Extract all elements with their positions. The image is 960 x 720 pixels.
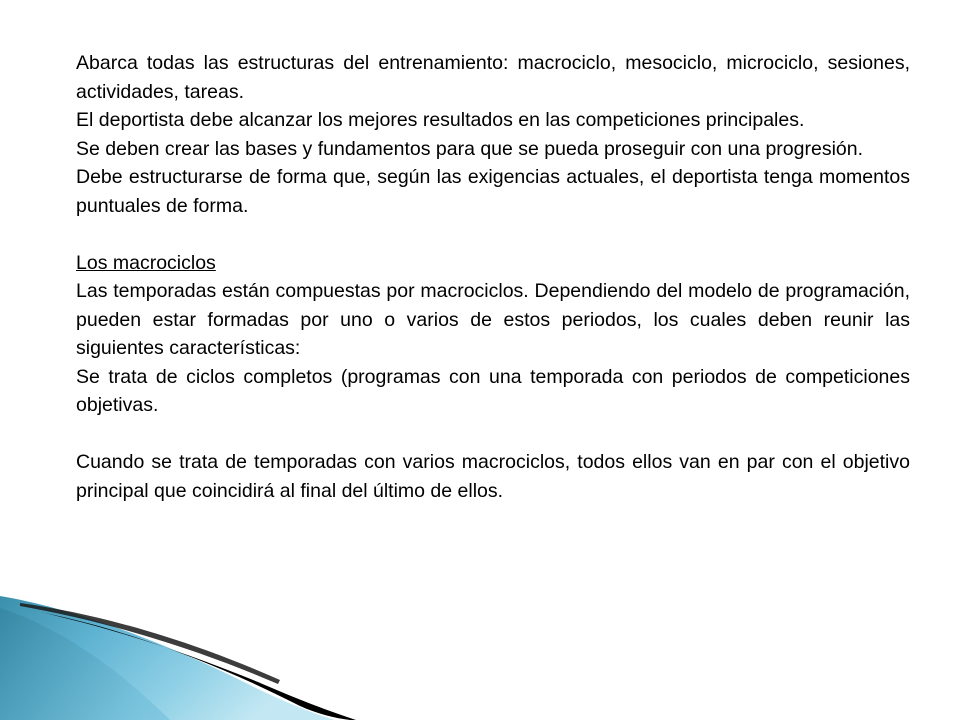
paragraph-results: El deportista debe alcanzar los mejores resultados en las competiciones principales. bbox=[76, 109, 805, 131]
swoosh-blue-band bbox=[0, 596, 335, 720]
slide-body bbox=[76, 49, 910, 505]
paragraph-closing: Cuando se trata de temporadas con varios macrociclos, todos ellos van en par con el objetivo principal que coincidirá al final del último de ellos. bbox=[76, 451, 910, 502]
swoosh-blue-shade bbox=[0, 608, 170, 720]
spacer bbox=[76, 420, 910, 449]
paragraph-complete-cycles: Se trata de ciclos completos (programas con una temporada con periodos de competiciones objetivas. bbox=[76, 365, 910, 416]
spacer bbox=[76, 220, 910, 249]
paragraph-structures: Abarca todas las estructuras del entrenamiento: macrociclo, mesociclo, microciclo, sesiones, actividades, tareas. bbox=[76, 52, 910, 103]
paragraph-seasons: Las temporadas están compuestas por macrociclos. Dependiendo del modelo de programación, pueden estar formadas por uno o varios de estos periodos, los cuales deben reunir las siguientes características: bbox=[76, 280, 910, 359]
swoosh-black-stroke bbox=[40, 612, 356, 720]
swoosh-black-thin bbox=[20, 603, 280, 684]
paragraph-bases: Se deben crear las bases y fundamentos para que se pueda proseguir con una progresión. bbox=[76, 137, 864, 160]
paragraph-structure-form: Debe estructurarse de forma que, según las exigencias actuales, el deportista tenga momentos puntuales de forma. bbox=[76, 166, 910, 217]
section-heading: Los macrociclos bbox=[76, 251, 216, 274]
